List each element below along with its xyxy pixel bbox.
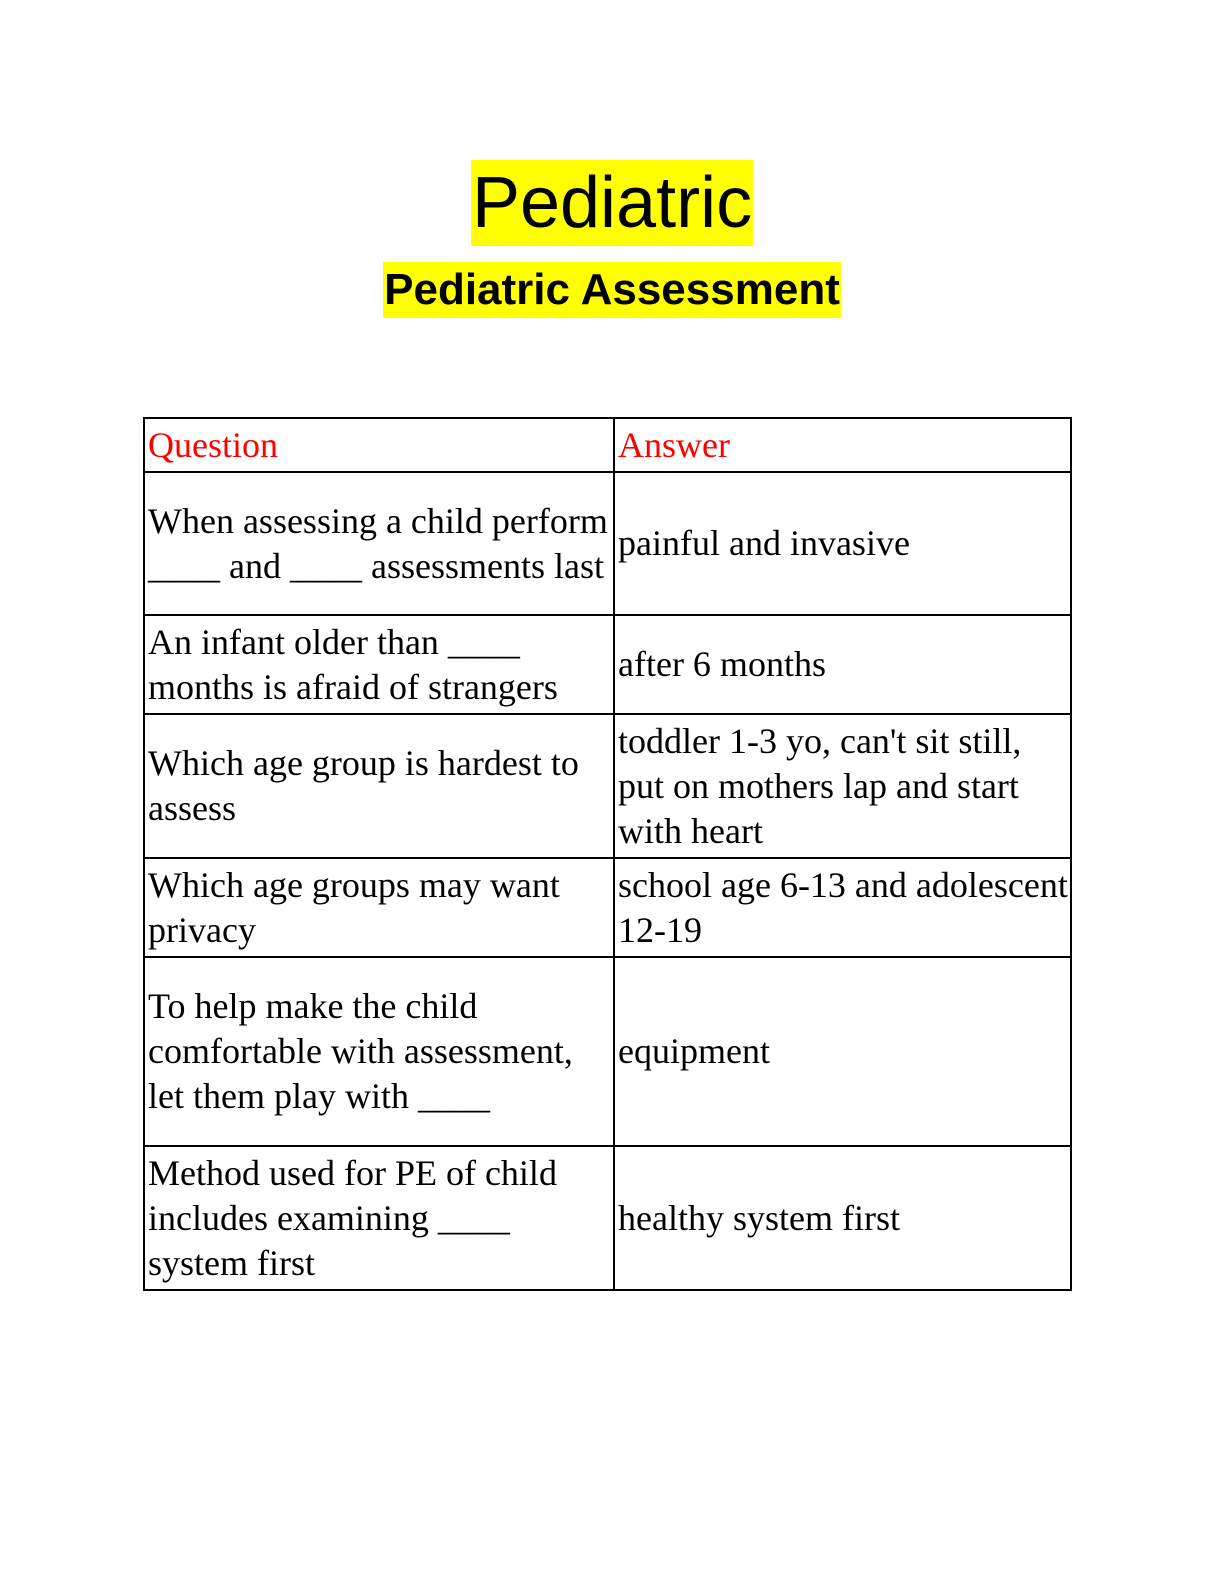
answer-column-header: Answer [614,418,1071,472]
answer-cell: equipment [614,957,1071,1146]
answer-cell: toddler 1-3 yo, can't sit still, put on mothers lap and start with heart [614,714,1071,858]
answer-cell: school age 6-13 and adolescent 12-19 [614,858,1071,957]
title-container [0,160,1224,246]
question-cell: Which age group is hardest to assess [144,714,614,858]
qa-table [143,417,1072,1291]
table-row [144,472,1071,615]
table-row [144,858,1071,957]
answer-cell: after 6 months [614,615,1071,714]
table-header-row [144,418,1071,472]
subtitle-container [0,262,1224,318]
page-title: Pediatric [471,160,753,246]
question-cell: To help make the child comfortable with assessment, let them play with ____ [144,957,614,1146]
question-column-header: Question [144,418,614,472]
table-row [144,1146,1071,1290]
table-row [144,714,1071,858]
answer-cell: healthy system first [614,1146,1071,1290]
question-cell: Method used for PE of child includes examining ____ system first [144,1146,614,1290]
page-subtitle: Pediatric Assessment [383,262,841,318]
question-cell: When assessing a child perform ____ and ____ assessments last [144,472,614,615]
question-cell: An infant older than ____ months is afraid of strangers [144,615,614,714]
question-cell: Which age groups may want privacy [144,858,614,957]
table-row [144,957,1071,1146]
answer-cell: painful and invasive [614,472,1071,615]
table-row [144,615,1071,714]
